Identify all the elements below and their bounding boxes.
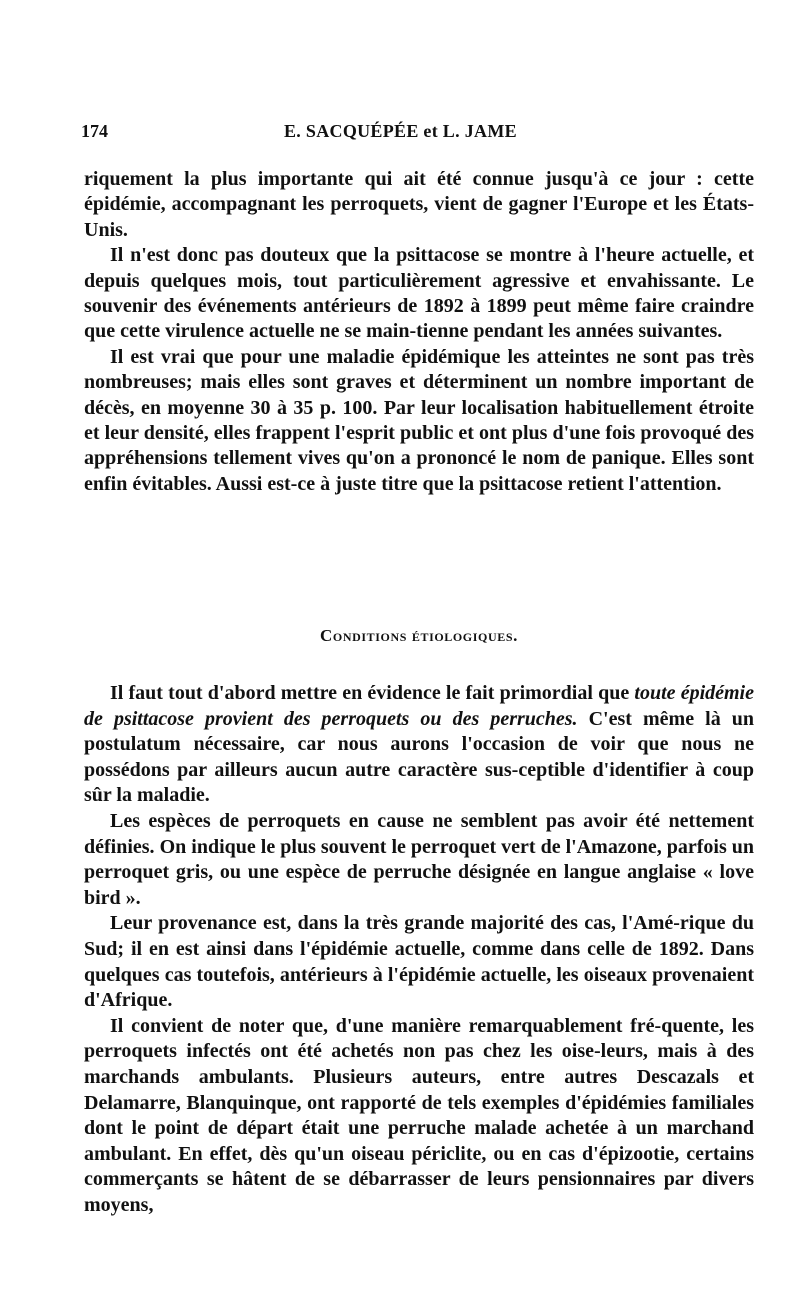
running-title: E. SACQUÉPÉE et L. JAME	[284, 121, 517, 141]
italic-emphasis: toute épidémie de psittacose provient des perroquets ou des perruches.	[84, 682, 754, 730]
section-heading: Conditions étiologiques.	[320, 626, 518, 645]
paragraph: Il est vrai que pour une maladie épidémique les atteintes ne sont pas très nombreuses; mais elles sont graves et déterminent un nombre important de décès, en moyenne 30 à 35 p. 100. Par leur localisation habituellement étroite et leur densité, elles frappent l'esprit public et ont plus d'une fois provoqué des appréhensions tellement vives qu'on a prononcé le nom de panique. Elles sont enfin évitables. Aussi est-ce à juste titre que la psittacose retient l'attention.	[84, 345, 754, 495]
paragraph: Leur provenance est, dans la très grande majorité des cas, l'Amé-rique du Sud; il en est ainsi dans l'épidémie actuelle, comme dans celle de 1892. Dans quelques cas toutefois, antérieurs à l'épidémie actuelle, les oiseaux provenaient d'Afrique.	[84, 912, 754, 1012]
paragraph-text: C'est même là un postulatum nécessaire, car nous aurons l'occasion de voir que nous ne possédons par ailleurs aucun autre caractère sus-ceptible d'identifier à coup sûr la maladie.	[84, 707, 754, 807]
paragraph: Il convient de noter que, d'une manière remarquablement fré-quente, les perroquets infectés ont été achetés non pas chez les oise-leurs, mais à des marchands ambulants. Plusieurs auteurs, entre autres Descazals et Delamarre, Blanquinque, ont rapporté de tels exemples d'épidémies familiales dont le point de départ était une perruche malade achetée à un marchand ambulant. En effet, dès qu'un oiseau périclite, ou en cas d'épizootie, certains commerçants se hâtent de se débarrasser de leurs pensionnaires par divers moyens,	[84, 1014, 754, 1216]
page-header	[81, 121, 754, 149]
document-page	[81, 0, 754, 1304]
paragraph: Les espèces de perroquets en cause ne semblent pas avoir été nettement définies. On indique le plus souvent le perroquet vert de l'Amazone, parfois un perroquet gris, ou une espèce de perruche désignée en langue anglaise « love bird ».	[84, 809, 754, 909]
paragraph: riquement la plus importante qui ait été connue jusqu'à ce jour : cette épidémie, accompagnant les perroquets, vient de gagner l'Europe et les États-Unis.	[84, 168, 754, 241]
paragraph-text: Il faut tout d'abord mettre en évidence le fait primordial que	[110, 682, 635, 704]
paragraph: Il n'est donc pas douteux que la psittacose se montre à l'heure actuelle, et depuis quelques mois, tout particulièrement agressive et envahissante. Le souvenir des événements antérieurs de 1892 à 1899 peut même faire craindre que cette virulence actuelle ne se main-tienne pendant les années suivantes.	[84, 244, 754, 343]
page-number: 174	[81, 121, 108, 141]
paragraph	[84, 681, 754, 809]
text-block-intro	[84, 167, 754, 497]
text-block-conditions	[84, 681, 754, 1218]
